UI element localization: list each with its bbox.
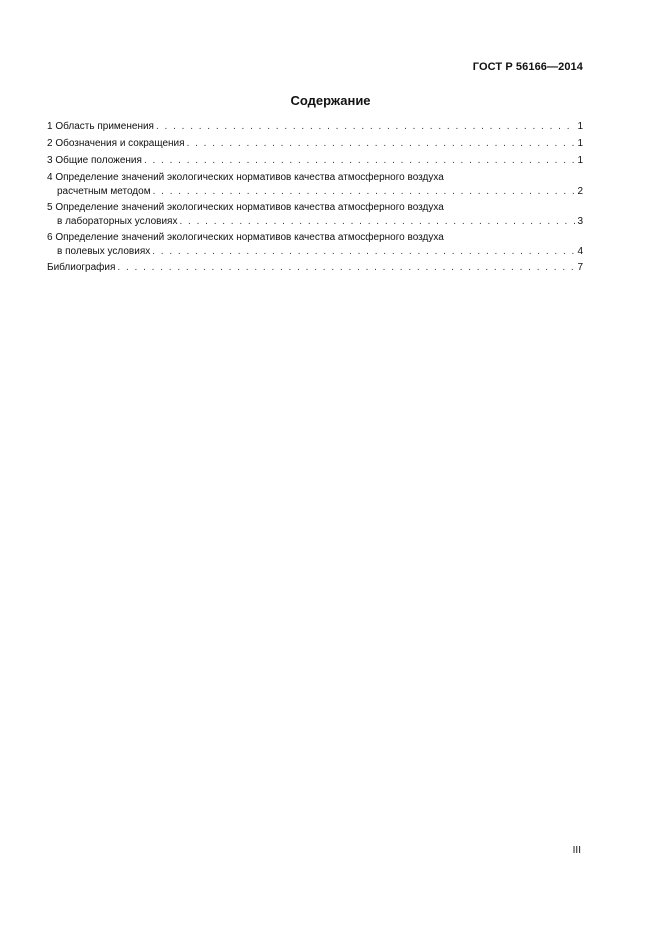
toc-entry-1[interactable] — [47, 120, 583, 134]
toc-entry-title: 1 Область применения — [47, 121, 154, 132]
dot-leader — [156, 120, 575, 134]
toc-entry-page: 3 — [577, 216, 583, 227]
toc-entry-title: 5 Определение значений экологических нормативов качества атмосферного воздуха — [47, 202, 444, 213]
toc-entry-title: 4 Определение значений экологических нормативов качества атмосферного воздуха — [47, 172, 444, 183]
toc-entry-title: 6 Определение значений экологических нормативов качества атмосферного воздуха — [47, 232, 444, 243]
toc-entry-5[interactable] — [47, 201, 583, 229]
toc-entry-page: 7 — [577, 262, 583, 273]
toc-entry-title: 3 Общие положения — [47, 155, 142, 166]
dot-leader — [117, 261, 575, 275]
toc-entry-title-continued: расчетным методом — [57, 186, 151, 197]
table-of-contents — [47, 120, 583, 278]
toc-entry-2[interactable] — [47, 137, 583, 151]
document-code: ГОСТ Р 56166—2014 — [472, 61, 583, 73]
toc-entry-title-continued: в полевых условиях — [57, 246, 151, 257]
dot-leader — [179, 215, 575, 229]
toc-title: Содержание — [290, 93, 371, 108]
toc-entry-page: 1 — [577, 121, 583, 132]
toc-entry-page: 1 — [577, 155, 583, 166]
dot-leader — [152, 245, 575, 259]
toc-entry-title: 2 Обозначения и сокращения — [47, 138, 185, 149]
dot-leader — [153, 185, 575, 199]
dot-leader — [187, 137, 575, 151]
toc-entry-6[interactable] — [47, 231, 583, 259]
toc-entry-4[interactable] — [47, 171, 583, 199]
toc-entry-page: 2 — [577, 186, 583, 197]
toc-entry-page: 1 — [577, 138, 583, 149]
toc-entry-title: Библиография — [47, 262, 116, 273]
page-number: III — [572, 845, 581, 856]
toc-entry-page: 4 — [577, 246, 583, 257]
toc-entry-bibliography[interactable] — [47, 261, 583, 275]
toc-entry-title-continued: в лабораторных условиях — [57, 216, 178, 227]
toc-entry-3[interactable] — [47, 154, 583, 168]
dot-leader — [144, 154, 575, 168]
